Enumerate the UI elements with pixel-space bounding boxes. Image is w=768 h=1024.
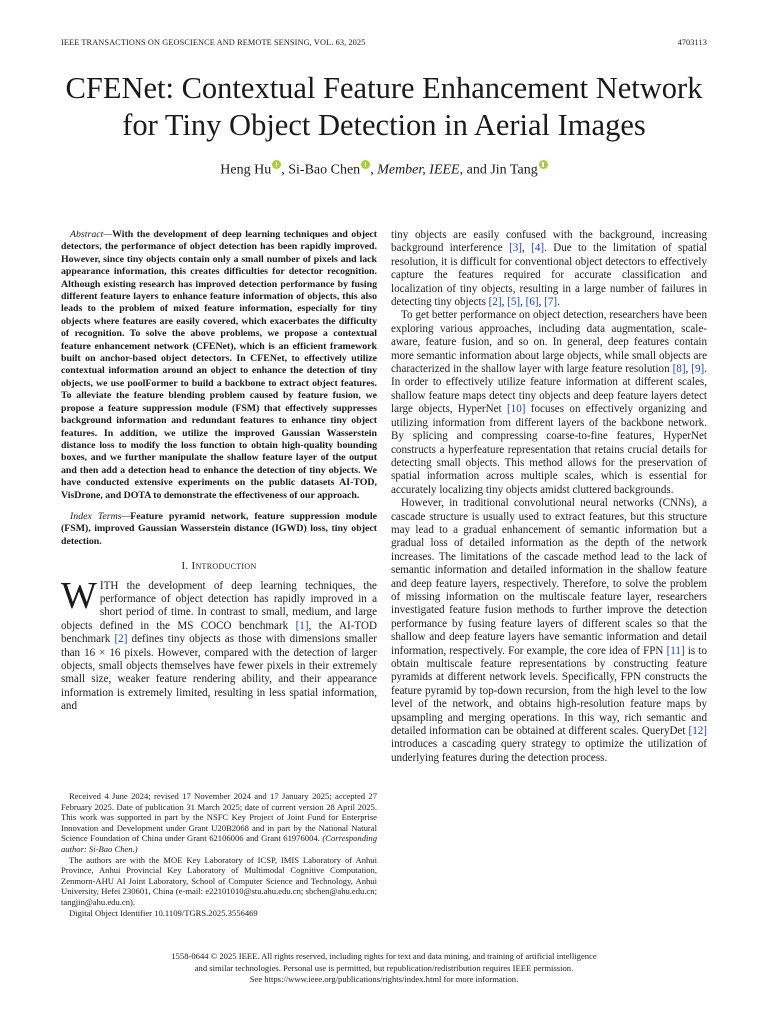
author-list: Heng Hu , Si-Bao Chen , Member, IEEE, and Jin Tang xyxy=(0,159,768,180)
index-terms xyxy=(61,511,377,548)
body-paragraph xyxy=(391,309,707,497)
citation-link[interactable]: [3] xyxy=(509,242,522,255)
citation-link[interactable]: [4] xyxy=(531,242,545,255)
footnote-received xyxy=(61,791,377,855)
right-column xyxy=(391,229,707,765)
orcid-icon[interactable] xyxy=(272,160,281,169)
body-paragraph xyxy=(391,497,707,765)
page-number: 4703113 xyxy=(677,38,707,47)
body-text: , xyxy=(501,296,508,309)
index-terms-text: Feature pyramid network, feature suppression module (FSM), improved Gaussian Wasserstein distance (IGWD) loss, tiny object detection. xyxy=(61,510,377,547)
running-header xyxy=(61,38,707,50)
citation-link[interactable]: [12] xyxy=(688,725,707,738)
section-title: Introduction xyxy=(191,560,257,573)
title-line-1: CFENet: Contextual Feature Enhancement Network xyxy=(65,71,703,105)
corresponding-author: (Corresponding author: Si-Bao Chen.) xyxy=(61,833,377,854)
section-number: I. xyxy=(181,560,192,573)
body-text: introduces a cascading query strategy to optimize the utilization of underlying features during the detection process. xyxy=(391,738,707,764)
citation-link[interactable]: [5] xyxy=(507,296,521,309)
author-name: Heng Hu xyxy=(220,162,272,178)
abstract xyxy=(61,229,377,502)
abstract-lead: Abstract— xyxy=(70,229,113,240)
title-line-2: for Tiny Object Detection in Aerial Images xyxy=(122,108,646,142)
body-text: , xyxy=(538,296,545,309)
footnotes xyxy=(61,791,377,918)
body-text: To get better performance on object detection, researchers have been exploring various approaches, including data augmentation, scale-aware, feature fusion, and so on. In general, deep features contain more semantic information about large objects, while small objects are characterized in the shallow layer with large feature resolution xyxy=(391,309,707,376)
copyright-notice xyxy=(60,951,708,986)
author-name: Jin Tang xyxy=(490,162,538,178)
body-text: , xyxy=(522,242,532,255)
body-text: tiny objects are easily confused with the background, increasing background interference xyxy=(391,229,707,255)
citation-link[interactable]: [9] xyxy=(691,363,705,376)
copyright-line: and similar technologies. Personal use is permitted, but republication/redistribution requires IEEE permission. xyxy=(194,962,574,973)
footnote-affiliation: The authors are with the MOE Key Laboratory of ICSP, IMIS Laboratory of Anhui Province, Anhui Provincial Key Laboratory of Multimodal Cognitive Computation, Zenmorn-AHU AI Joint Laboratory, School of Computer Science and Technology, Anhui University, Hefei 230601, China (e-mail: e22101010@stu.ahu.edu.cn; sbchen@ahu.edu.cn; tangjin@ahu.edu.cn). xyxy=(61,854,377,907)
body-text: . xyxy=(557,296,560,309)
body-paragraph xyxy=(391,229,707,309)
body-text: , xyxy=(520,296,526,309)
body-text: , xyxy=(685,363,692,376)
orcid-icon[interactable] xyxy=(539,160,548,169)
journal-name: IEEE TRANSACTIONS ON GEOSCIENCE AND REMOTE SENSING, VOL. 63, 2025 xyxy=(61,38,366,47)
citation-link[interactable]: [10] xyxy=(506,403,526,416)
body-text: . Due to the limitation of spatial resolution, it is difficult for conventional object detectors to effectively capture the features required for accurate classification and localization of tiny objects, resulting in a large number of failures in detecting tiny objects xyxy=(391,242,708,309)
copyright-line: 1558-0644 © 2025 IEEE. All rights reserved, including rights for text and data mining, and training of artificial intelligence xyxy=(171,951,597,961)
copyright-line: See https://www.ieee.org/publications/rights/index.html for more information. xyxy=(249,974,519,985)
section-heading xyxy=(61,560,377,573)
drop-cap: W xyxy=(61,574,97,617)
left-column xyxy=(61,229,377,714)
abstract-text: With the development of deep learning techniques and object detectors, the performance of object detection has been rapidly improved. However, since tiny objects contain only a small number of pixels and lack appearance information, this creates difficulties for detector recognition. Although existing research has improved detection performance by fusing different feature layers to enhance feature information of objects, this also leads to the problem of mixed feature information, especially for tiny objects where features are easily covered, which exacerbates the difficulty of recognition. To solve the above problems, we propose a contextual feature enhancement network (CFENet), which is an efficient framework built on anchor-based object detectors. In CFENet, to effectively utilize contextual information around an object to enhance the detection of tiny objects, we use poolFormer to build a backbone to extract object features. To alleviate the feature blending problem caused by feature fusion, we propose a feature suppression module (FSM) that effectively suppresses background information and redundant features to enhance tiny object features. In addition, we utilize the improved Gaussian Wasserstein distance loss to modify the loss function to obtain high-quality bounding boxes, and we further manipulate the shallow feature layer of the output and then add a detection head to enhance the detection of tiny objects. We have conducted extensive experiments on the public datasets AI-TOD, VisDrone, and DOTA to demonstrate the effectiveness of our approach. xyxy=(61,229,377,501)
body-text: , the AI-TOD benchmark xyxy=(61,619,377,646)
orcid-icon[interactable] xyxy=(361,160,370,169)
footnote-text: Received 4 June 2024; revised 17 November 2024 and 17 January 2025; accepted 27 February 2025. Date of publication 31 March 2025; date of current version 28 April 2025. This work was supported in part by the NSFC Key Project of Joint Fund for Enterprise Innovation and Development under Grant U20B2068 and in part by the National Natural Science Foundation of China under Grant 62106006 and Grant 61976004. xyxy=(61,791,377,844)
author-role: Member, IEEE xyxy=(377,162,460,178)
body-text: the development of deep learning techniques, the performance of object detection has rapidly improved in a short period of time. In contrast to small, medium, and large objects defined in the MS COCO benchmark xyxy=(61,579,377,632)
citation-link[interactable]: [6] xyxy=(525,296,539,309)
citation-link[interactable]: [1] xyxy=(295,619,309,632)
citation-link[interactable]: [7] xyxy=(544,296,558,309)
doi-line: Digital Object Identifier 10.1109/TGRS.2025.3556469 xyxy=(69,907,258,918)
drop-cap-tail: ITH xyxy=(99,579,119,592)
citation-link[interactable]: [11] xyxy=(666,644,685,657)
index-terms-lead: Index Terms— xyxy=(70,510,131,522)
body-text: focuses on effectively organizing and utilizing information from different layers of the backbone network. By splicing and compressing coarse-to-fine features, HyperNet constructs a hyperfeature representation that retains crucial details for detecting small objects. This method allows for the preservation of spatial information across multiple scales, which is essential for accurately localizing tiny objects amidst cluttered backgrounds. xyxy=(391,403,708,496)
body-text: However, in traditional convolutional neural networks (CNNs), a cascade structure is usually used to extract features, but this structure may lead to a gradual enhancement of semantic information but a gradual loss of detailed information as the depth of the network increases. The limitations of the cascade method lead to the lack of semantic information and detailed information in the shallow feature and deep feature layers, respectively. Therefore, to solve the problem of missing information on the multiscale feature layer, researchers investigated feature fusion methods to further improve the detection performance by fusing feature layers of different scales so that the shallow and deep feature layers have semantic information and detail information, respectively. For example, the core idea of FPN xyxy=(391,497,707,657)
body-text: . In order to effectively utilize feature information at different scales, shallow feature maps detect tiny objects and deep feature layers detect large objects, HyperNet xyxy=(391,363,707,416)
paper-title xyxy=(30,70,738,144)
body-text: is to obtain multiscale feature representations by constructing feature pyramids at different network levels. Specifically, FPN constructs the feature pyramid by top-down recursion, from the high level to the low level of the network, and obtains high-resolution feature maps by upsampling and merging operations. In this way, rich semantic and detailed information can be obtained at different scales. QueryDet xyxy=(391,644,707,738)
citation-link[interactable]: [2] xyxy=(488,296,502,309)
citation-link[interactable]: [8] xyxy=(672,363,686,376)
body-text: defines tiny objects as those with dimensions smaller than 16 × 16 pixels. However, compared with the detection of larger objects, small objects themselves have fewer pixels in their extremely small size, weaker feature rendering ability, and their appearance information is extremely limited, resulting in less spatial information, and xyxy=(61,633,377,713)
author-name: Si-Bao Chen xyxy=(288,162,361,178)
author-separator: , and xyxy=(459,162,491,178)
intro-paragraph xyxy=(61,574,377,714)
citation-link[interactable]: [2] xyxy=(114,633,128,646)
